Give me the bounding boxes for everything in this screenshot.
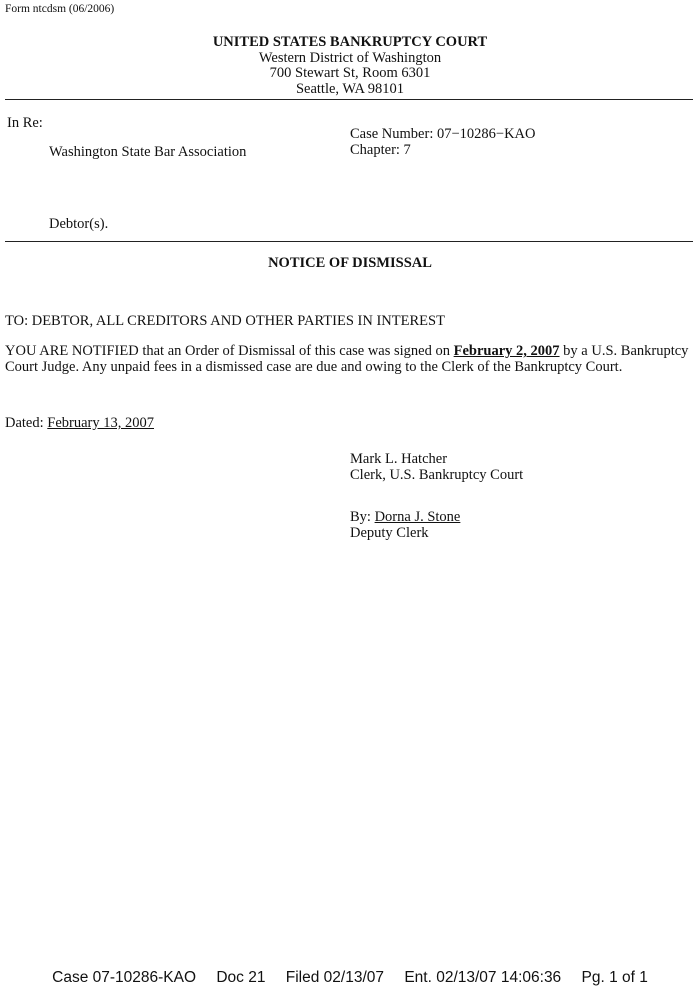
clerk-signature [350, 452, 523, 483]
court-name: UNITED STATES BANKRUPTCY COURT [212, 34, 488, 50]
deputy-line [350, 510, 460, 526]
form-identifier: Form ntcdsm (06/2006) [5, 3, 115, 15]
footer-entered: Ent. 02/13/07 14:06:36 [404, 969, 562, 986]
debtor-label: Debtor(s). [49, 216, 109, 232]
chapter: Chapter: 7 [350, 141, 411, 158]
clerk-title: Clerk, U.S. Bankruptcy Court [350, 466, 524, 483]
footer-doc: Doc 21 [216, 969, 266, 986]
case-number: Case Number: 07−10286−KAO [350, 126, 536, 142]
footer-case: Case 07-10286-KAO [52, 969, 197, 986]
notice-body-suffix: by a U.S. Bankruptcy Court Judge. Any unpaid fees in a dismissed case are due and owing to the Clerk of the Bankruptcy Court. [5, 343, 689, 375]
by-label: By: [350, 509, 375, 525]
notice-addressee: TO: DEBTOR, ALL CREDITORS AND OTHER PARTIES IN INTEREST [5, 313, 445, 329]
dated-line [5, 415, 154, 432]
clerk-name: Mark L. Hatcher [350, 451, 448, 467]
deputy-name: Dorna J. Stone [374, 509, 461, 525]
footer-page: Pg. 1 of 1 [581, 969, 648, 986]
in-re-label: In Re: [7, 115, 43, 131]
footer-filed: Filed 02/13/07 [285, 969, 385, 986]
notice-body [5, 343, 695, 375]
court-district: Western District of Washington [258, 49, 442, 66]
deputy-signature [350, 510, 460, 541]
order-date: February 2, 2007 [453, 343, 560, 359]
court-address-line1: 700 Stewart St, Room 6301 [269, 65, 431, 81]
caption-divider [5, 241, 693, 242]
header-divider [5, 99, 693, 100]
dated-label: Dated: [5, 415, 48, 431]
deputy-title: Deputy Clerk [350, 524, 429, 541]
notice-body-prefix: YOU ARE NOTIFIED that an Order of Dismissal of this case was signed on [5, 343, 454, 359]
debtor-name: Washington State Bar Association [49, 144, 247, 160]
notice-title: NOTICE OF DISMISSAL [268, 255, 432, 271]
court-address-line2: Seattle, WA 98101 [295, 80, 405, 97]
dated-value: February 13, 2007 [47, 415, 154, 431]
court-header [0, 35, 700, 97]
case-info [350, 127, 536, 158]
filing-footer [0, 969, 700, 987]
